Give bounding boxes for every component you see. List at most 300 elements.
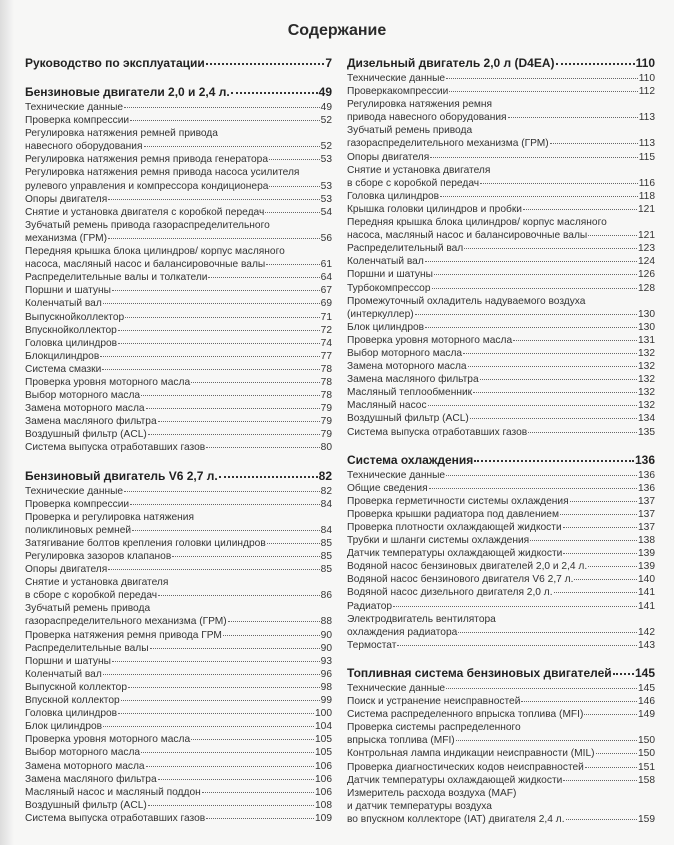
- dot-leader: [206, 63, 325, 65]
- entry-label: Система выпуска отработавших газов: [25, 442, 206, 454]
- toc-entry[interactable]: [347, 360, 655, 373]
- entry-page-number: 112: [638, 86, 655, 98]
- dot-leader: [523, 209, 637, 210]
- dot-leader: [158, 421, 320, 422]
- toc-entry[interactable]: [347, 495, 655, 508]
- dot-leader: [415, 314, 637, 315]
- toc-entry[interactable]: [25, 428, 332, 441]
- heading-label: Система охлаждения: [347, 452, 474, 467]
- toc-entry[interactable]: [25, 363, 332, 376]
- entry-label: Поршни и шатуны: [347, 269, 433, 281]
- entry-page-number: 85: [320, 537, 332, 549]
- entry-page-number: 77: [320, 350, 332, 362]
- entry-page-number: 78: [320, 363, 332, 375]
- dot-leader: [446, 78, 638, 79]
- toc-entry[interactable]: [347, 321, 655, 334]
- dot-leader: [560, 514, 637, 515]
- entry-label: Впускнойколлектор: [25, 324, 117, 336]
- entry-label: Система смазки: [25, 363, 102, 375]
- entry-label: Головка цилиндров: [347, 190, 440, 202]
- entry-label: газораспределительного механизма (ГРМ): [25, 616, 227, 628]
- entry-label: Блокцилиндров: [25, 350, 100, 362]
- toc-entry[interactable]: [347, 98, 655, 124]
- entry-page-number: 61: [320, 259, 332, 271]
- toc-entry[interactable]: [25, 812, 332, 825]
- toc-entry[interactable]: [25, 694, 332, 707]
- dot-leader: [556, 63, 635, 65]
- entry-label: Масляный насос и масляный поддон: [25, 786, 201, 798]
- entry-page-number: 100: [315, 708, 332, 720]
- dot-leader: [148, 434, 320, 435]
- entry-continuation-line: Измеритель расхода воздуха (MAF): [347, 787, 517, 799]
- dot-leader: [588, 566, 637, 567]
- toc-entry[interactable]: [347, 560, 655, 573]
- toc-entry[interactable]: [25, 101, 332, 114]
- toc-entry[interactable]: [25, 668, 332, 681]
- toc-entry[interactable]: [25, 389, 332, 402]
- entry-label: Регулировка зазоров клапанов: [25, 551, 172, 562]
- toc-entry[interactable]: [25, 760, 332, 773]
- dot-leader: [112, 661, 320, 662]
- toc-entry[interactable]: [347, 521, 655, 534]
- heading-page-number: 110: [635, 56, 655, 70]
- dot-leader: [144, 146, 320, 147]
- entry-page-number: 135: [638, 426, 655, 438]
- entry-page-number: 142: [638, 626, 655, 638]
- toc-left-column: [25, 56, 332, 839]
- dot-leader: [425, 261, 637, 262]
- entry-label: Водяной насос дизельного двигателя 2,0 л.: [347, 587, 553, 599]
- toc-entry[interactable]: [347, 216, 655, 242]
- dot-leader: [265, 212, 319, 213]
- entry-label: привода навесного оборудования: [347, 112, 507, 124]
- dot-leader: [132, 530, 320, 531]
- heading-page-number: 82: [318, 468, 332, 483]
- toc-entry[interactable]: [25, 498, 332, 511]
- dot-leader: [266, 264, 319, 265]
- toc-entry[interactable]: [25, 441, 332, 454]
- entry-continuation-line: Зубчатый ремень привода: [25, 603, 151, 615]
- entry-label: Опоры двигателя: [25, 193, 108, 205]
- entry-label: в сборе с коробкой передач: [25, 590, 158, 602]
- toc-entry[interactable]: [347, 347, 655, 360]
- toc-entry[interactable]: [347, 386, 655, 399]
- toc-section: [347, 453, 655, 652]
- dot-leader: [206, 818, 314, 819]
- dot-leader: [397, 645, 637, 646]
- toc-entry[interactable]: [25, 576, 332, 602]
- toc-entry[interactable]: [25, 415, 332, 428]
- entry-page-number: 150: [638, 748, 655, 760]
- entry-page-number: 136: [638, 482, 655, 494]
- toc-section: [25, 469, 332, 825]
- dot-leader: [172, 556, 319, 557]
- toc-entry[interactable]: [347, 282, 655, 295]
- entry-label: Поиск и устранение неисправностей: [347, 696, 521, 708]
- entry-label: Термостат: [347, 639, 397, 651]
- dot-leader: [150, 648, 320, 649]
- dot-leader: [613, 673, 634, 675]
- entry-continuation-line: Электродвигатель вентилятора: [347, 613, 496, 625]
- entry-page-number: 78: [320, 376, 332, 388]
- heading-page-number: 49: [318, 85, 332, 99]
- toc-entry[interactable]: [347, 85, 655, 98]
- entry-page-number: 80: [320, 442, 332, 454]
- entry-label: Проверка диагностических кодов неисправностей: [347, 761, 584, 773]
- entry-label: Распределительные валы и толкатели: [25, 272, 208, 284]
- entry-page-number: 130: [638, 321, 655, 333]
- toc-entry[interactable]: [25, 550, 332, 563]
- entry-page-number: 69: [320, 298, 332, 310]
- entry-page-number: 82: [320, 485, 332, 497]
- dot-leader: [158, 595, 320, 596]
- entry-page-number: 138: [638, 535, 655, 547]
- toc-entry[interactable]: [347, 721, 655, 747]
- toc-entry[interactable]: [25, 707, 332, 720]
- entry-continuation-line: Зубчатый ремень привода газораспределительного: [25, 219, 270, 231]
- toc-entry[interactable]: [347, 426, 655, 439]
- toc-entry[interactable]: [25, 114, 332, 127]
- dot-leader: [570, 501, 637, 502]
- toc-entry[interactable]: [347, 547, 655, 560]
- heading-label: Бензиновый двигатель V6 2,7 л.: [25, 468, 218, 483]
- entry-label: Проверка уровня моторного масла: [25, 376, 191, 388]
- entry-label: Опоры двигателя: [25, 564, 108, 576]
- entry-label: Затягивание болтов крепления головки цилиндров: [25, 537, 266, 549]
- dot-leader: [223, 635, 320, 636]
- heading-label: Бензиновые двигатели 2,0 и 2,4 л.: [25, 85, 230, 99]
- toc-entry[interactable]: [347, 534, 655, 547]
- entry-label: навесного оборудования: [25, 141, 143, 153]
- toc-section-heading[interactable]: [25, 56, 332, 71]
- entry-label: Поршни и шатуны: [25, 285, 111, 297]
- entry-label: Проверка уровня моторного масла: [25, 734, 191, 746]
- entry-label: Блок цилиндров: [25, 721, 103, 733]
- toc-section-heading[interactable]: [25, 469, 332, 484]
- dot-leader: [100, 356, 319, 357]
- dot-leader: [130, 504, 320, 505]
- toc-section-heading[interactable]: [347, 666, 655, 681]
- toc-entry[interactable]: [347, 255, 655, 268]
- toc-entry[interactable]: [25, 350, 332, 363]
- dot-leader: [102, 369, 319, 370]
- entry-page-number: 137: [638, 495, 655, 507]
- toc-entry[interactable]: [25, 786, 332, 799]
- entry-label: Водяной насос бензинового двигателя V6 2,7 л.: [347, 574, 574, 586]
- entry-page-number: 56: [320, 232, 332, 244]
- toc-entry[interactable]: [25, 245, 332, 271]
- toc-entry[interactable]: [347, 761, 655, 774]
- entry-label: насоса, масляный насос и балансировочные валы: [25, 259, 266, 271]
- entry-label: Водяной насос бензиновых двигателей 2,0 и 2,4 л.: [347, 561, 588, 573]
- entry-page-number: 132: [638, 387, 655, 399]
- toc-entry[interactable]: [25, 219, 332, 245]
- toc-entry[interactable]: [25, 153, 332, 166]
- dot-leader: [521, 701, 637, 702]
- entry-label: Проверка плотности охлаждающей жидкости: [347, 522, 562, 533]
- dot-leader: [429, 488, 637, 489]
- entry-label: Снятие и установка двигателя с коробкой передач: [25, 206, 265, 218]
- entry-label: Система выпуска отработавших газов: [25, 812, 206, 824]
- entry-page-number: 49: [320, 102, 332, 113]
- entry-label: Замена моторного масла: [25, 760, 145, 772]
- toc-entry[interactable]: [347, 268, 655, 281]
- toc-entry[interactable]: [347, 164, 655, 190]
- entry-continuation-line: Снятие и установка двигателя: [25, 577, 169, 589]
- entry-page-number: 126: [638, 269, 655, 281]
- entry-label: Замена моторного масла: [347, 361, 467, 373]
- dot-leader: [121, 700, 320, 701]
- entry-label: Крышка головки цилиндров и пробки: [347, 203, 522, 215]
- dot-leader: [550, 143, 638, 144]
- entry-page-number: 84: [320, 498, 332, 510]
- toc-entry[interactable]: [25, 681, 332, 694]
- toc-entry[interactable]: [347, 600, 655, 613]
- dot-leader: [112, 290, 320, 291]
- dot-leader: [430, 157, 638, 158]
- dot-leader: [425, 327, 637, 328]
- toc-entry[interactable]: [25, 166, 332, 192]
- entry-label: впрыска топлива (MFI): [347, 735, 455, 747]
- toc-entry[interactable]: [25, 629, 332, 642]
- entry-label: поликлиновых ремней: [25, 524, 132, 536]
- dot-leader: [474, 460, 634, 462]
- toc-entry[interactable]: [25, 642, 332, 655]
- entry-continuation-line: Проверка и регулировка натяжения: [25, 511, 195, 523]
- toc-entry[interactable]: [347, 295, 655, 321]
- toc-entry[interactable]: [347, 695, 655, 708]
- entry-continuation-line: Регулировка натяжения ремня привода насоса усилителя: [25, 167, 300, 179]
- entry-page-number: 124: [638, 256, 655, 268]
- entry-label: насоса, масляный насос и балансировочные валы: [347, 230, 588, 242]
- dot-leader: [108, 238, 320, 239]
- entry-label: Радиатор: [347, 600, 393, 612]
- entry-page-number: 90: [320, 629, 332, 641]
- toc-entry[interactable]: [347, 334, 655, 347]
- toc-entry[interactable]: [347, 573, 655, 586]
- entry-label: Контрольная лампа индикации неисправности (MIL): [347, 748, 595, 760]
- toc-entry[interactable]: [347, 469, 655, 482]
- entry-page-number: 88: [320, 616, 332, 628]
- toc-entry[interactable]: [25, 511, 332, 537]
- toc-entry[interactable]: [25, 337, 332, 350]
- dot-leader: [508, 117, 638, 118]
- dot-leader: [269, 159, 320, 160]
- toc-entry[interactable]: [25, 537, 332, 550]
- entry-label: в сборе с коробкой передач: [347, 177, 480, 189]
- entry-page-number: 131: [638, 334, 655, 346]
- entry-label: Коленчатый вал: [347, 256, 424, 268]
- toc-entry[interactable]: [25, 127, 332, 153]
- dot-leader: [118, 343, 320, 344]
- dot-leader: [428, 405, 637, 406]
- toc-section-heading[interactable]: [347, 56, 655, 71]
- entry-page-number: 105: [315, 734, 332, 746]
- toc-entry[interactable]: [25, 655, 332, 668]
- entry-label: Блок цилиндров: [347, 321, 425, 333]
- entry-label: Технические данные: [347, 682, 446, 694]
- toc-entry[interactable]: [25, 297, 332, 310]
- toc-entry[interactable]: [347, 72, 655, 85]
- page-binding-shadow: [0, 0, 14, 845]
- dot-leader: [473, 392, 637, 393]
- toc-entry[interactable]: [25, 324, 332, 337]
- dot-leader: [124, 491, 320, 492]
- entry-continuation-line: Регулировка натяжения ремней привода: [25, 128, 218, 140]
- dot-leader: [128, 687, 320, 688]
- toc-entry[interactable]: [347, 412, 655, 425]
- toc-entry[interactable]: [25, 720, 332, 733]
- toc-entry[interactable]: [25, 402, 332, 415]
- entry-page-number: 79: [320, 403, 332, 415]
- toc-entry[interactable]: [347, 787, 655, 826]
- entry-label: Общие сведения: [347, 482, 428, 494]
- toc-entry[interactable]: [25, 799, 332, 812]
- dot-leader: [554, 592, 637, 593]
- entry-continuation-line: и датчик температуры воздуха: [347, 800, 492, 812]
- toc-entry[interactable]: [347, 399, 655, 412]
- entry-label: Выбор моторного масла: [25, 747, 141, 759]
- toc-entry[interactable]: [347, 708, 655, 721]
- page-title: Содержание: [287, 22, 387, 39]
- toc-entry[interactable]: [25, 311, 332, 324]
- toc-entry[interactable]: [25, 271, 332, 284]
- toc-entry[interactable]: [347, 124, 655, 150]
- entry-label: Впускной коллектор: [25, 695, 120, 707]
- toc-entry[interactable]: [347, 190, 655, 203]
- entry-label: Проверка крышки радиатора под давлением: [347, 508, 559, 520]
- dot-leader: [103, 303, 320, 304]
- heading-label: Топливная система бензиновых двигателей: [347, 665, 612, 680]
- entry-page-number: 72: [320, 324, 332, 336]
- entry-page-number: 145: [638, 682, 655, 694]
- entry-page-number: 113: [638, 112, 655, 124]
- entry-label: Датчик температуры охлаждающей жидкости: [347, 548, 563, 560]
- toc-entry[interactable]: [347, 151, 655, 164]
- dot-leader: [528, 432, 637, 433]
- toc-entry[interactable]: [347, 508, 655, 521]
- dot-leader: [464, 248, 637, 249]
- heading-page-number: 136: [634, 452, 655, 467]
- dot-leader: [118, 713, 314, 714]
- toc-entry[interactable]: [347, 774, 655, 787]
- entry-page-number: 132: [638, 400, 655, 412]
- entry-label: Проверка компрессии: [25, 115, 130, 127]
- toc-entry[interactable]: [347, 747, 655, 760]
- toc-entry[interactable]: [25, 602, 332, 628]
- toc-entry[interactable]: [25, 485, 332, 498]
- dot-leader: [393, 606, 637, 607]
- entry-page-number: 118: [638, 190, 655, 202]
- entry-label: Замена масляного фильтра: [25, 416, 157, 428]
- dot-leader: [118, 330, 320, 331]
- entry-page-number: 139: [638, 561, 655, 573]
- toc-entry[interactable]: [347, 203, 655, 216]
- entry-page-number: 78: [320, 390, 332, 402]
- entry-label: Турбокомпрессор: [347, 282, 431, 294]
- entry-label: Проверка уровня моторного масла: [347, 334, 513, 346]
- entry-label: механизма (ГРМ): [25, 232, 108, 244]
- dot-leader: [563, 527, 637, 528]
- dot-leader: [228, 621, 320, 622]
- entry-continuation-line: Передняя крышка блока цилиндров/ корпус масляного: [347, 217, 607, 229]
- entry-page-number: 53: [320, 154, 332, 166]
- entry-label: Система распределенного впрыска топлива (MFI): [347, 709, 584, 721]
- entry-label: (интеркуллер): [347, 308, 414, 320]
- toc-entry[interactable]: [347, 242, 655, 255]
- entry-label: Масляный теплообменник: [347, 387, 473, 399]
- entry-label: Воздушный фильтр (ACL): [25, 799, 147, 811]
- toc-entry[interactable]: [25, 193, 332, 206]
- dot-leader: [463, 353, 637, 354]
- entry-page-number: 84: [320, 524, 332, 536]
- toc-entry[interactable]: [347, 586, 655, 599]
- toc-entry[interactable]: [347, 613, 655, 639]
- entry-label: Выбор моторного масла: [25, 390, 141, 402]
- dot-leader: [267, 543, 320, 544]
- entry-page-number: 106: [315, 760, 332, 772]
- entry-continuation-line: Регулировка натяжения ремня: [347, 99, 493, 111]
- toc-section-heading[interactable]: [347, 453, 655, 468]
- dot-leader: [449, 91, 637, 92]
- dot-leader: [108, 199, 319, 200]
- dot-leader: [202, 792, 314, 793]
- entry-continuation-line: Снятие и установка двигателя: [347, 164, 491, 176]
- entry-page-number: 74: [320, 337, 332, 349]
- entry-label: Замена масляного фильтра: [347, 374, 479, 386]
- dot-leader: [269, 186, 319, 187]
- entry-page-number: 146: [638, 696, 655, 708]
- toc-entry[interactable]: [347, 682, 655, 695]
- entry-label: Технические данные: [25, 485, 124, 497]
- toc-entry[interactable]: [25, 376, 332, 389]
- toc-entry[interactable]: [25, 284, 332, 297]
- dot-leader: [530, 540, 637, 541]
- toc-entry[interactable]: [25, 773, 332, 786]
- dot-leader: [146, 766, 314, 767]
- entry-label: Распределительные валы: [25, 642, 149, 654]
- dot-leader: [158, 779, 314, 780]
- entry-page-number: 53: [320, 180, 332, 192]
- entry-label: Головка цилиндров: [25, 337, 118, 349]
- entry-page-number: 143: [638, 639, 655, 651]
- entry-page-number: 132: [638, 374, 655, 386]
- toc-section-heading[interactable]: [25, 85, 332, 100]
- entry-label: Датчик температуры охлаждающей жидкости: [347, 774, 563, 786]
- toc-entry[interactable]: [25, 206, 332, 219]
- entry-label: Регулировка натяжения ремня привода генератора: [25, 154, 269, 166]
- toc-entry[interactable]: [347, 639, 655, 652]
- entry-page-number: 140: [638, 574, 655, 586]
- entry-label: Замена моторного масла: [25, 403, 145, 415]
- toc-entry[interactable]: [25, 733, 332, 746]
- dot-leader: [125, 317, 319, 318]
- entry-page-number: 98: [320, 681, 332, 693]
- dot-leader: [231, 92, 318, 94]
- dot-leader: [456, 740, 637, 741]
- entry-label: Технические данные: [347, 469, 446, 481]
- entry-continuation-line: Зубчатый ремень привода: [347, 125, 473, 137]
- toc-entry[interactable]: [347, 482, 655, 495]
- entry-page-number: 79: [320, 429, 332, 441]
- dot-leader: [585, 767, 637, 768]
- toc-entry[interactable]: [347, 373, 655, 386]
- toc-entry[interactable]: [25, 746, 332, 759]
- entry-page-number: 141: [638, 587, 655, 599]
- toc-entry[interactable]: [25, 563, 332, 576]
- heading-page-number: 7: [325, 56, 332, 70]
- entry-label: рулевого управления и компрессора кондиционера: [25, 180, 269, 192]
